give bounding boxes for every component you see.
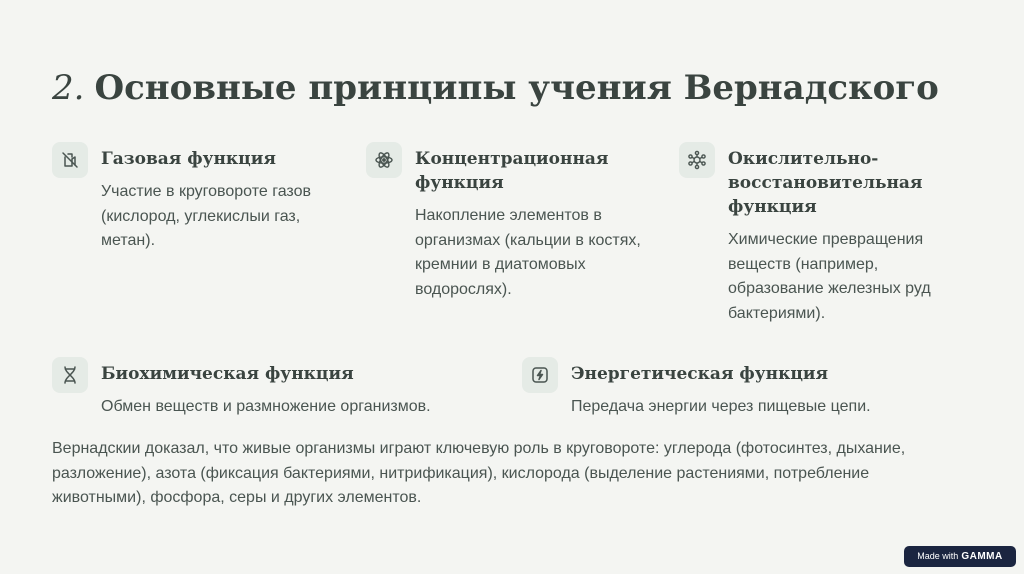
card-title-line: функция: [415, 173, 504, 193]
made-with-gamma-badge[interactable]: [904, 546, 1016, 567]
card-energy-function: [522, 357, 962, 427]
slide-title-text: Основные принципы учения Вернадского: [94, 68, 939, 108]
card-text-line: образование железных руд: [728, 280, 931, 297]
summary-paragraph: [52, 437, 982, 511]
atom-icon: [366, 142, 402, 178]
card-description: [728, 228, 931, 326]
card-text-line: Обмен веществ и размножение организмов.: [101, 398, 431, 415]
card-title: Газовая функция: [101, 149, 276, 169]
card-text-line: Химические превращения: [728, 231, 924, 248]
summary-line: животными), фосфора, серы и других элементов.: [52, 489, 422, 506]
card-concentration-function: [366, 142, 666, 312]
card-text-line: Участие в круговороте газов: [101, 183, 311, 200]
dna-icon: [52, 357, 88, 393]
card-text-line: (кислород, углекислыи газ,: [101, 207, 301, 225]
card-biochemical-function: [52, 357, 492, 427]
card-text-line: кремнии в диатомовых: [415, 256, 586, 273]
card-description: [101, 395, 431, 420]
badge-prefix: Made with: [917, 551, 959, 561]
card-title: Биохимическая функция: [101, 364, 354, 384]
card-gas-function: [52, 142, 352, 262]
molecule-icon: [679, 142, 715, 178]
card-description: [571, 395, 871, 420]
summary-line: Вернадскии доказал, что живые организмы играют ключевую роль в круговороте: углерода (фотосинтез, дыхание,: [52, 440, 906, 457]
card-description: [415, 204, 641, 302]
card-text-line: бактериями).: [728, 304, 826, 322]
card-text-line: веществ (например,: [728, 255, 879, 273]
card-text-line: Передача энергии через пищевые цепи.: [571, 398, 871, 415]
card-title-line: функция: [728, 197, 817, 217]
lightning-icon: [522, 357, 558, 393]
card-title-line: Окислительно-: [728, 149, 879, 169]
card-title-line: восстановительная: [728, 173, 923, 193]
card-description: [101, 180, 311, 254]
card-redox-function: [679, 142, 979, 332]
no-gas-icon: [52, 142, 88, 178]
gamma-logo: GAMMA: [961, 551, 1003, 562]
card-text-line: метан).: [101, 232, 156, 249]
slide-title: [52, 66, 939, 110]
card-title: [728, 147, 923, 219]
card-title: Энергетическая функция: [571, 364, 829, 384]
card-text-line: Накопление элементов в: [415, 207, 602, 224]
summary-line: разложение), азота (фиксация бактериями, нитрификация), кислорода (выделение растениями, потребление: [52, 464, 870, 482]
slide-number: 2.: [52, 68, 85, 108]
card-title: [415, 147, 608, 195]
card-title-line: Концентрационная: [415, 149, 609, 169]
card-text-line: организмах (кальции в костях,: [415, 231, 641, 249]
card-text-line: водорослях).: [415, 280, 512, 298]
